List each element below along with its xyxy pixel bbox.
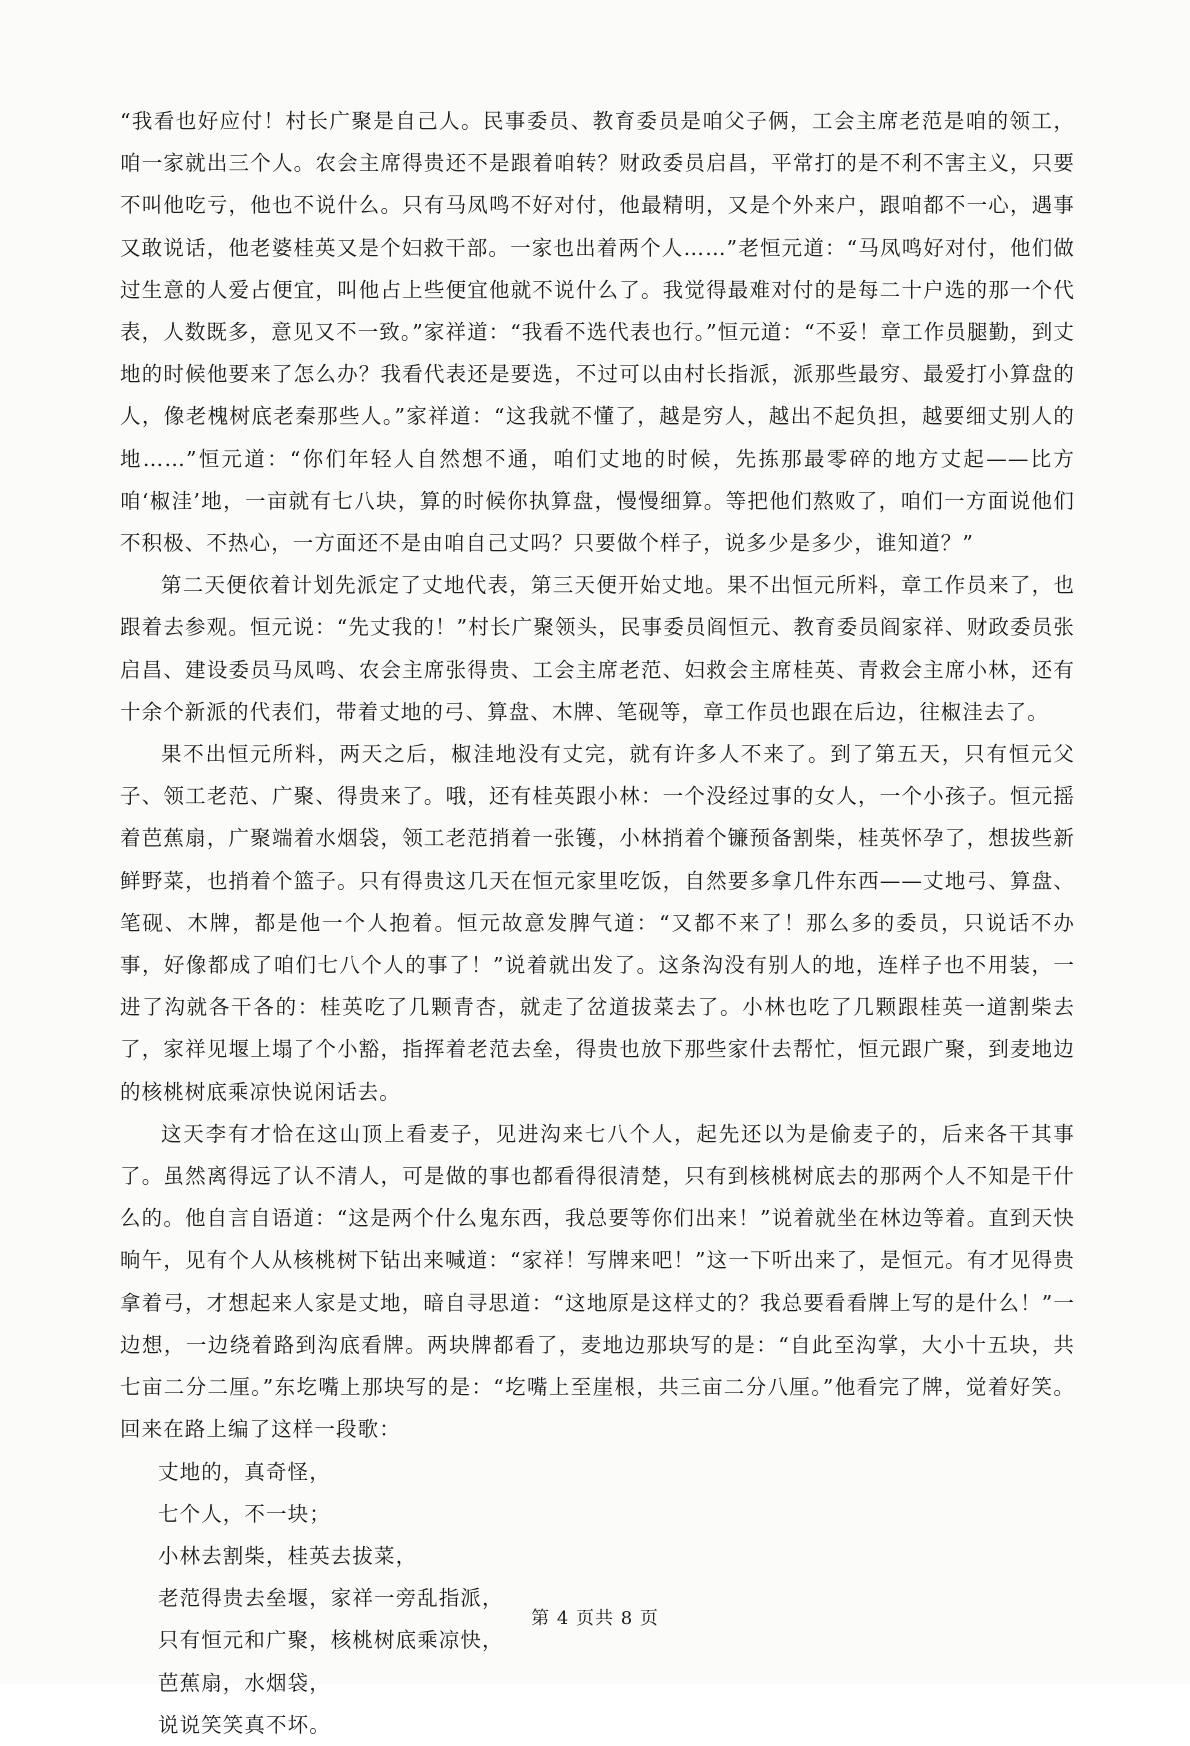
paragraph-3: 果不出恒元所料，两天之后，椒洼地没有丈完，就有许多人不来了。到了第五天，只有恒元父子、领工老范、广聚、得贵来了。哦，还有桂英跟小林：一个没经过事的女人，一个小孩子。恒元摇着芭蕉扇，广聚端着水烟袋，领工老范捎着一张镬，小林捎着个镰预备割柴，桂英怀孕了，想拔些新鲜野菜，也捎着个篮子。只有得贵这几天在恒元家里吃饭，自然要多拿几件东西——丈地弓、算盘、笔砚、木牌，都是他一个人抱着。恒元故意发脾气道：“又都不来了！那么多的委员，只说话不办事，好像都成了咱们七八个人的事了！”说着就出发了。这条沟没有别人的地，连样子也不用装，一进了沟就各干各的：桂英吃了几颗青杏，就走了岔道拔菜去了。小林也吃了几颗跟桂英一道割柴去了，家祥见堰上塌了个小豁，指挥着老范去垒，得贵也放下那些家什去帮忙，恒元跟广聚，到麦地边的核桃树底乘凉快说闲话去。: [120, 742, 1075, 1104]
paragraph-4: 这天李有才恰在这山顶上看麦子，见进沟来七八个人，起先还以为是偷麦子的，后来各干其事了。虽然离得远了认不清人，可是做的事也都看得很清楚，只有到核桃树底去的那两个人不知是干什么的。他自言自语道：“这是两个什么鬼东西，我总要等你们出来！”说着就坐在林边等着。直到天快晌午，见有个人从核桃树下钻出来喊道：“家祥！写牌来吧！”这一下听出来了，是恒元。有才见得贵拿着弓，才想起来人家是丈地，暗自寻思道：“这地原是这样丈的？我总要看看牌上写的是什么！”一边想，一边绕着路到沟底看牌。两块牌都看了，麦地边那块写的是：“自此至沟掌，大小十五块，共七亩二分二厘。”东圪嘴上那块写的是：“圪嘴上至崖根，共三亩二分八厘。”他看完了牌，觉着好笑。回来在路上编了这样一段歌：: [120, 1121, 1075, 1442]
verse-line: 芭蕉扇，水烟袋，: [158, 1670, 331, 1695]
verse-line: 只有恒元和广聚，核桃树底乘凉快，: [158, 1628, 504, 1653]
document-body: [120, 100, 1075, 1746]
verse-line: 老范得贵去垒堰，家祥一旁乱指派，: [158, 1586, 504, 1611]
verse-line: 小林去割柴，桂英去拔菜，: [158, 1543, 418, 1568]
verse-line: 七个人，不一块；: [158, 1501, 331, 1526]
page-number: 第 4 页共 8 页: [531, 1608, 659, 1629]
paragraph-1: “我看也好应付！村长广聚是自己人。民事委员、教育委员是咱父子俩，工会主席老范是咱的领工，咱一家就出三个人。农会主席得贵还不是跟着咱转？财政委员启昌，平常打的是不利不害主义，只要不叫他吃亏，他也不说什么。只有马凤鸣不好对付，他最精明，又是个外来户，跟咱都不一心，遇事又敢说话，他老婆桂英又是个妇救干部。一家也出着两个人……”老恒元道：“马凤鸣好对付，他们做过生意的人爱占便宜，叫他占上些便宜他就不说什么了。我觉得最难对付的是每二十户选的那一个代表，人数既多，意见又不一致。”家祥道：“我看不选代表也行。”恒元道：“不妥！章工作员腿勤，到丈地的时候他要来了怎么办？我看代表还是要选，不过可以由村长指派，派那些最穷、最爱打小算盘的人，像老槐树底老秦那些人。”家祥道：“这我就不懂了，越是穷人，越出不起负担，越要细丈别人的地……”恒元道：“你们年轻人自然想不通，咱们丈地的时候，先拣那最零碎的地方丈起——比方咱‘椒洼’地，一亩就有七八块，算的时候你执算盘，慢慢细算。等把他们熬败了，咱们一方面说他们不积极、不热心，一方面还不是由咱自己丈吗？只要做个样子，说多少是多少，谁知道？”: [120, 109, 1075, 556]
song-verse: [120, 1451, 1075, 1746]
verse-line: 说说笑笑真不坏。: [158, 1712, 331, 1737]
paragraph-2: 第二天便依着计划先派定了丈地代表，第三天便开始丈地。果不出恒元所料，章工作员来了，也跟着去参观。恒元说：“先丈我的！”村长广聚领头，民事委员阎恒元、教育委员阎家祥、财政委员张启昌、建设委员马凤鸣、农会主席张得贵、工会主席老范、妇救会主席桂英、青救会主席小林，还有十余个新派的代表们，带着丈地的弓、算盘、木牌、笔砚等，章工作员也跟在后边，往椒洼去了。: [120, 573, 1075, 724]
verse-line: 丈地的，真奇怪，: [158, 1459, 331, 1484]
